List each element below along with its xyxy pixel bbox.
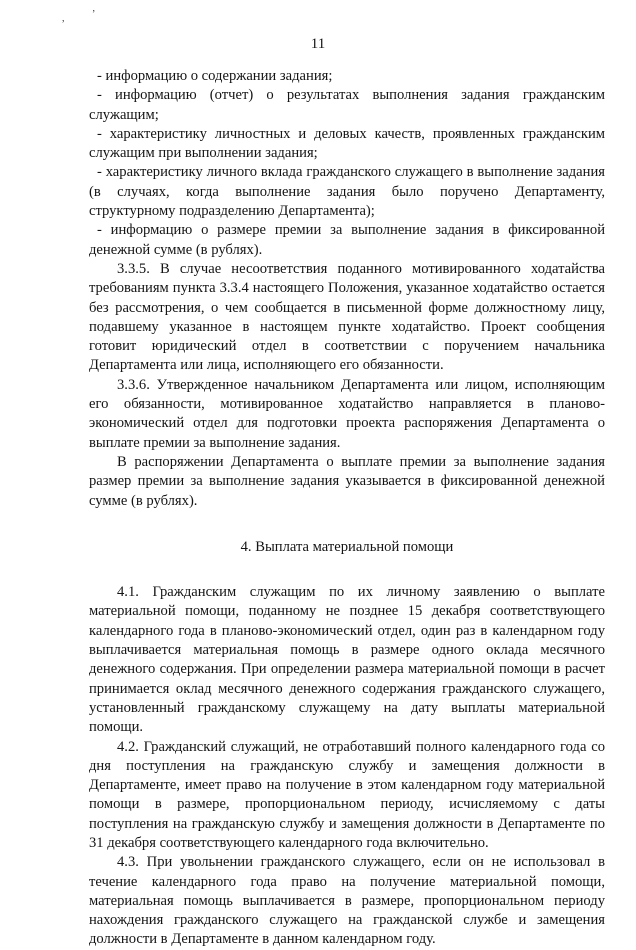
list-item: - характеристику личного вклада гражданского служащего в выполнение задания (в случаях, когда выполнение задания было поручено Департаменту, структурному подразделению Департамента); <box>89 164 605 220</box>
page-number: 11 <box>310 36 326 52</box>
paragraph-3-3-6: 3.3.6. Утвержденное начальником Департамента или лицом, исполняющим его обязанности, мотивированное ходатайство направляется в планово-экономический отдел для подготовки проекта распоряжения Департамента о выплате премии за выполнение задания. <box>89 376 605 451</box>
list-item: - информацию о размере премии за выполнение задания в фиксированной денежной сумме (в рублях). <box>89 222 605 258</box>
document-body <box>89 67 605 950</box>
paragraph-4-1: 4.1. Гражданским служащим по их личному заявлению о выплате материальной помощи, поданному не позднее 15 декабря соответствующего календарного года в планово-экономический отдел, один раз в календарном году выплачивается материальная помощь в размере одного оклада месячного денежного содержания. При определении размера материальной помощи в расчет принимается оклад месячного денежного содержания гражданского служащего, установленный гражданскому служащему на дату выплаты материальной помощи. <box>89 584 605 736</box>
paragraph-premium-order: В распоряжении Департамента о выплате премии за выполнение задания размер премии за выполнение задания указывается в фиксированной денежной сумме (в рублях). <box>89 453 605 509</box>
paragraph-4-3: 4.3. При увольнении гражданского служащего, если он не использовал в течение календарного года право на получение материальной помощи, материальная помощь выплачивается в размере, пропорциональном периоду нахождения гражданского служащего на гражданской службе и замещения должности в Департаменте в данном календарном году. <box>89 854 605 948</box>
scan-mark: , <box>62 13 65 24</box>
list-item: - информацию о содержании задания; <box>97 68 333 84</box>
section-heading: 4. Выплата материальной помощи <box>240 538 454 555</box>
paragraph-4-2: 4.2. Гражданский служащий, не отработавший полного календарного года со дня поступления на гражданскую службу и замещения должности в Департаменте, имеет право на получение в этом календарном году материальной помощи в размере, пропорциональном периоду, исчисляемому с даты поступления на гражданскую службу и замещения должности в Департаменте по 31 декабря соответствующего календарного года включительно. <box>89 738 605 851</box>
list-item: - характеристику личностных и деловых качеств, проявленных гражданским служащим при выполнении задания; <box>89 125 605 162</box>
paragraph-3-3-5: 3.3.5. В случае несоответствия поданного мотивированного ходатайства требованиям пункта 3.3.4 настоящего Положения, указанное ходатайство остается без рассмотрения, о чем сообщается в письменной форме должностному лицу, подавшему указанное в настоящем пункте ходатайство. Проект сообщения готовит юридический отдел в соответствии с поручением начальника Департамента или лица, исполняющего его обязанности. <box>89 260 605 374</box>
list-item: - информацию (отчет) о результатах выполнения задания гражданским служащим; <box>89 87 605 123</box>
scan-mark: ’ <box>92 9 96 20</box>
